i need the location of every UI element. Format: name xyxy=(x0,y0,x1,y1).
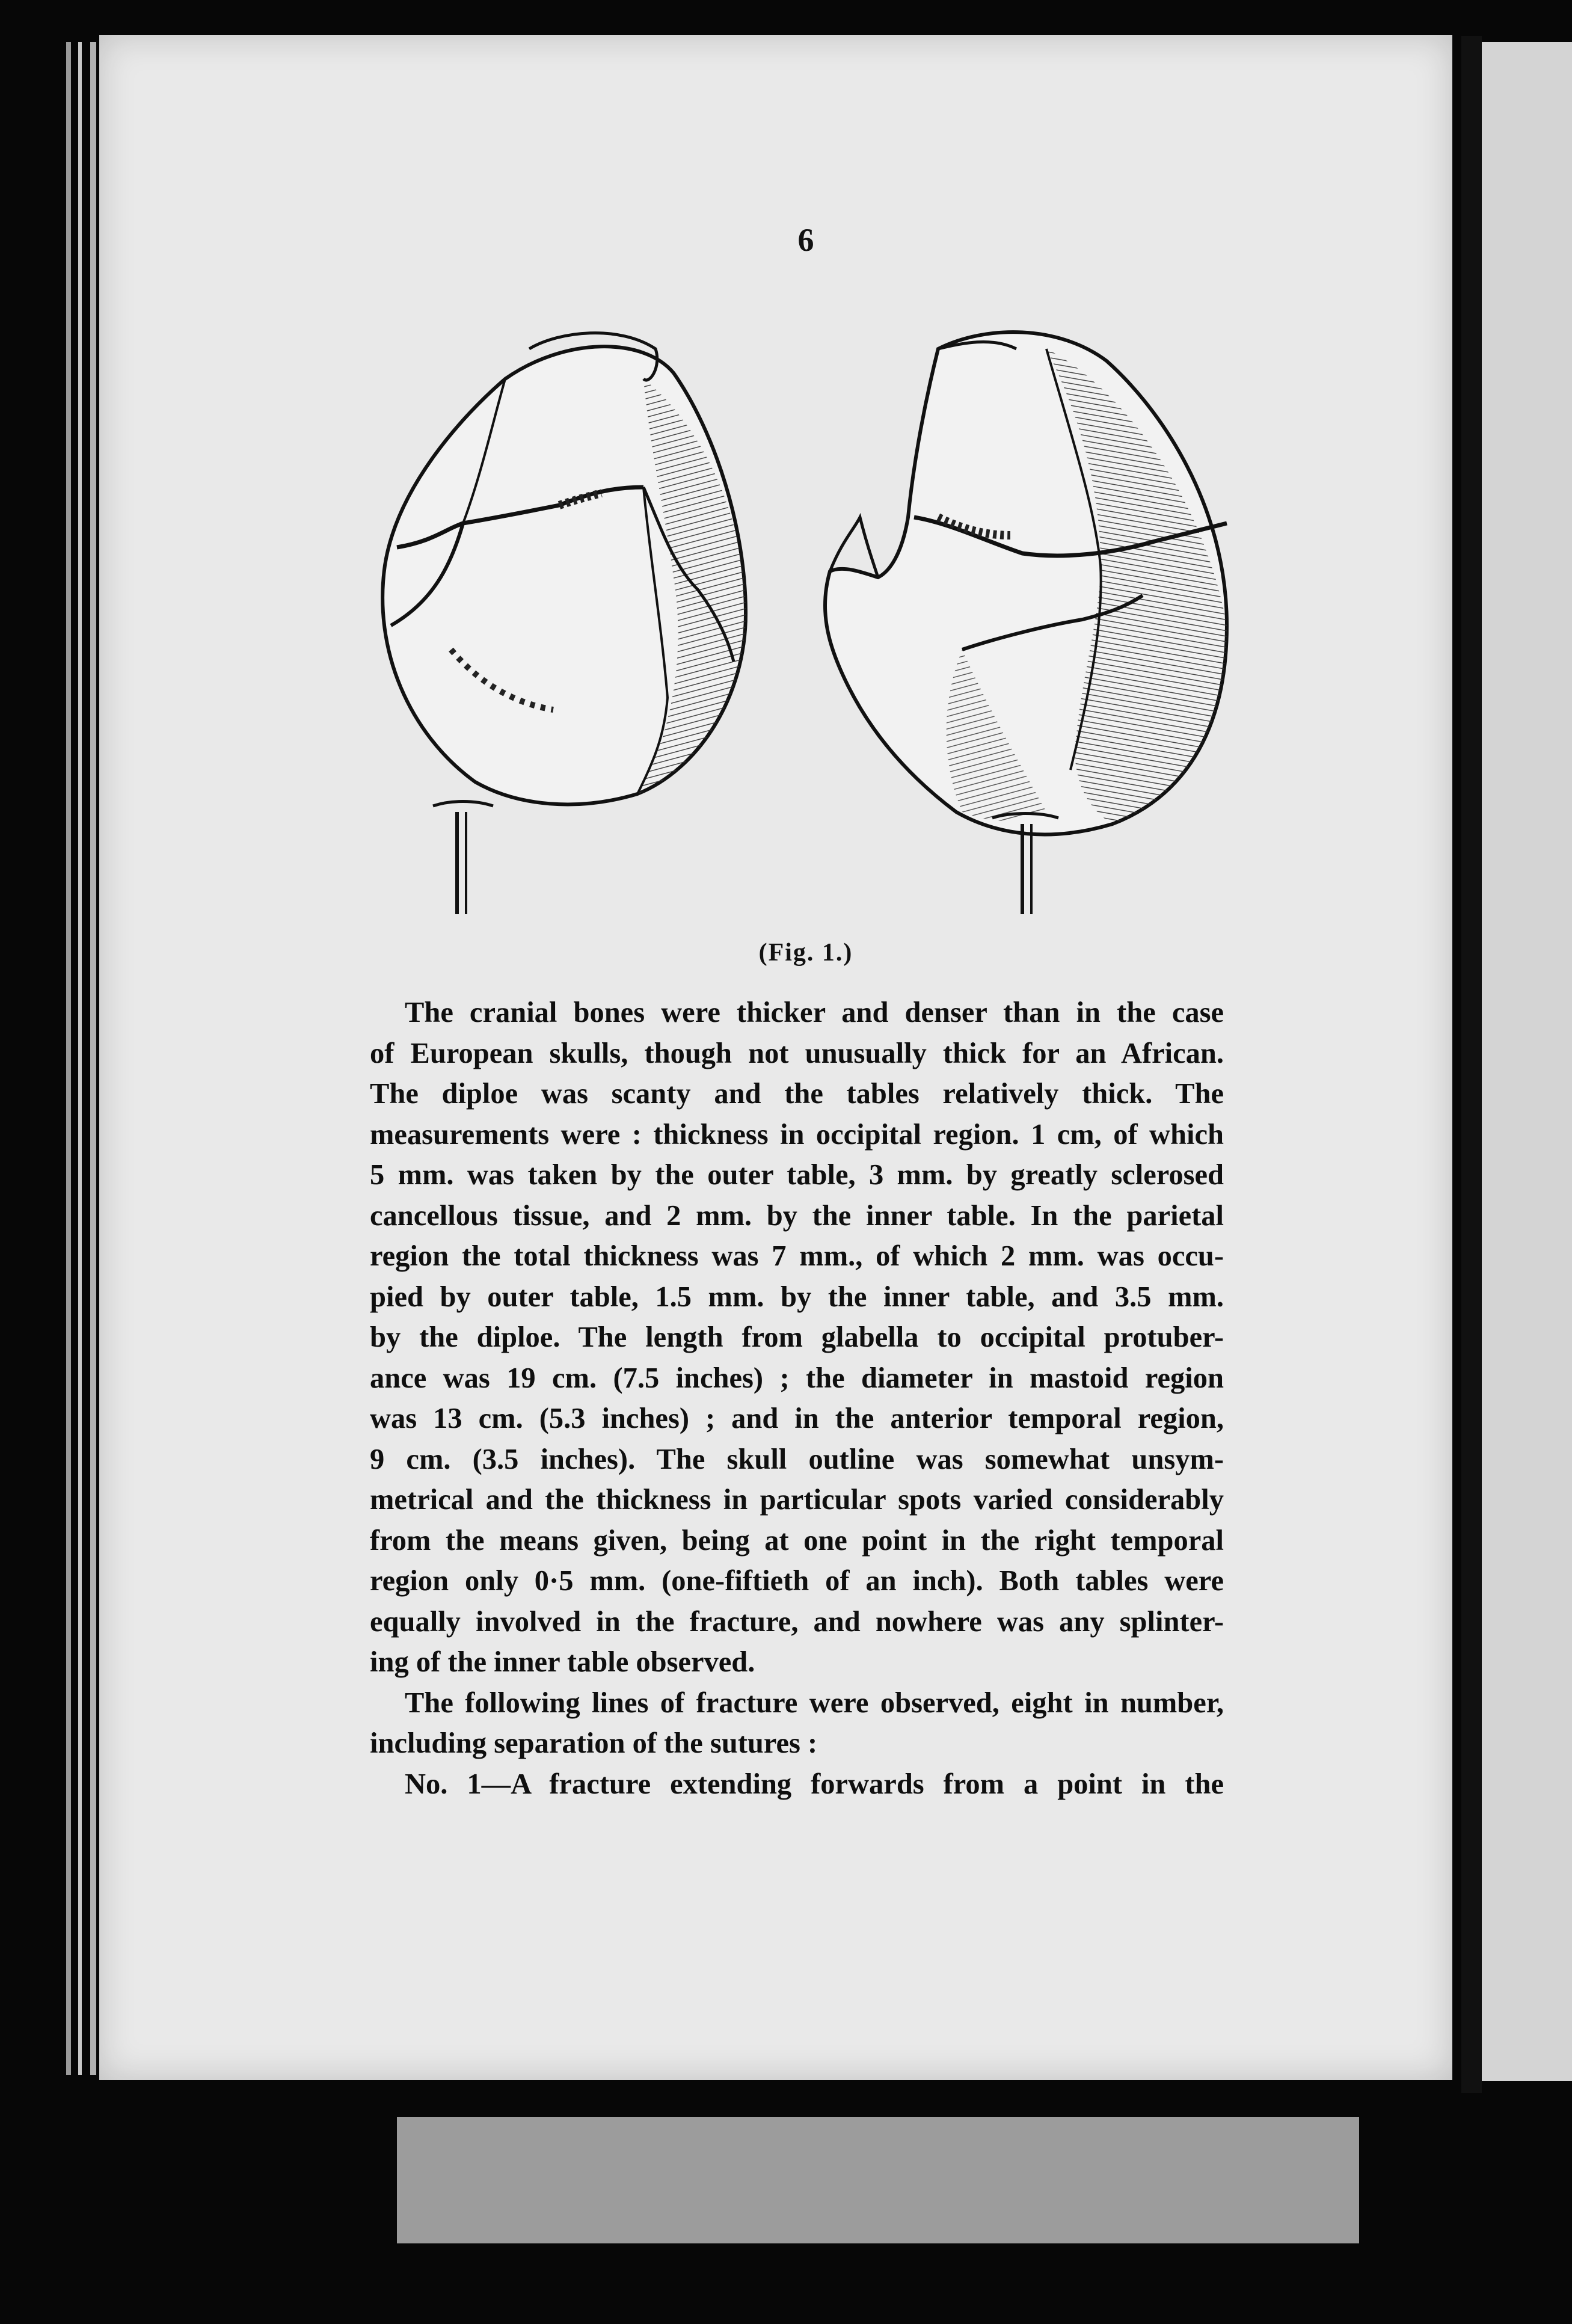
text-line: of European skulls, though not unusually thick for an African. xyxy=(370,1037,1224,1069)
text-line: was 13 cm. (5.3 inches) ; and in the anterior temporal region, xyxy=(370,1403,1224,1434)
facing-page-edge xyxy=(1467,42,1572,2081)
text-line: 5 mm. was taken by the outer table, 3 mm. by greatly sclerosed xyxy=(370,1159,1224,1191)
figure-caption-label: Fig xyxy=(768,939,807,967)
text-line: No. 1—A fracture extending forwards from a point in the xyxy=(405,1768,1224,1800)
scan-card-strip xyxy=(397,2117,1359,2243)
text-line: equally involved in the fracture, and nowhere was any splinter- xyxy=(370,1605,1224,1638)
skull-figure-illustration xyxy=(361,313,1263,938)
figure-caption-open: ( xyxy=(758,939,769,967)
page-number: 6 xyxy=(797,222,814,258)
text-line: region only 0·5 mm. (one-fiftieth of an inch). Both tables were xyxy=(370,1565,1224,1597)
page-edge-strip xyxy=(78,42,82,2075)
left-skull-drawing xyxy=(382,333,746,914)
page-edge-strip xyxy=(66,42,71,2075)
figure-caption-number: . 1.) xyxy=(806,939,853,967)
text-line: metrical and the thickness in particular spots varied considerably xyxy=(370,1484,1224,1516)
binding-shadow xyxy=(1461,36,1482,2093)
text-line: The following lines of fracture were observed, eight in number, xyxy=(405,1686,1224,1719)
text-line: 9 cm. (3.5 inches). The skull outline was somewhat unsym- xyxy=(370,1443,1224,1475)
text-line: by the diploe. The length from glabella to occipital protuber- xyxy=(370,1321,1224,1353)
text-line: pied by outer table, 1.5 mm. by the inner table, and 3.5 mm. xyxy=(370,1280,1224,1313)
page-edge-strip xyxy=(90,42,96,2075)
text-line: ing of the inner table observed. xyxy=(370,1646,755,1678)
text-line: measurements were : thickness in occipital region. 1 cm, of which xyxy=(370,1118,1224,1151)
text-line: including separation of the sutures : xyxy=(370,1727,818,1759)
right-skull-drawing xyxy=(825,332,1227,914)
text-line: ance was 19 cm. (7.5 inches) ; the diameter in mastoid region xyxy=(370,1362,1224,1394)
text-line: The diploe was scanty and the tables relatively thick. The xyxy=(370,1078,1224,1110)
text-line: cancellous tissue, and 2 mm. by the inner table. In the parietal xyxy=(370,1199,1224,1232)
figure-caption xyxy=(680,938,932,967)
text-line: from the means given, being at one point in the right temporal xyxy=(370,1524,1224,1557)
text-line: region the total thickness was 7 mm., of which 2 mm. was occu- xyxy=(370,1240,1224,1272)
text-line: The cranial bones were thicker and denser than in the case xyxy=(405,997,1224,1028)
body-text xyxy=(370,992,1224,1804)
